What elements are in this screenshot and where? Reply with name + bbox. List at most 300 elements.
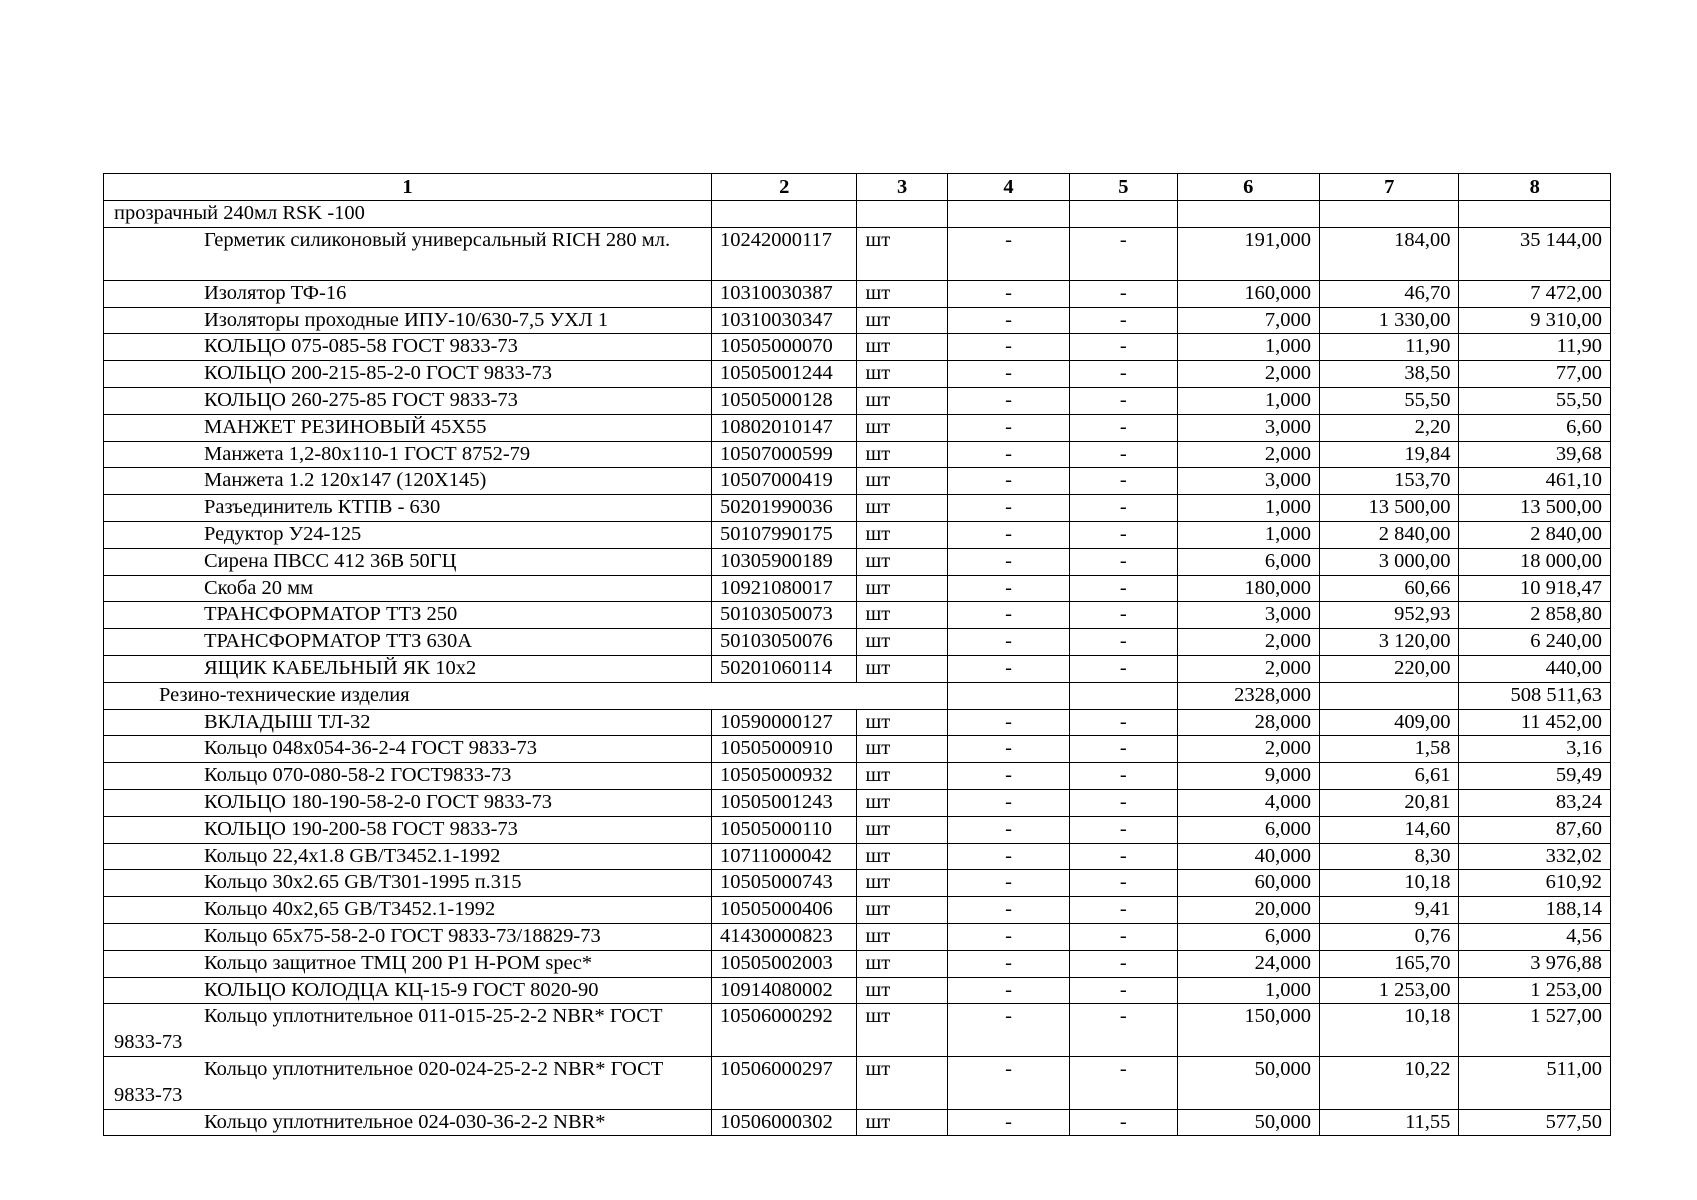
- quantity-cell: 1,000: [1177, 521, 1319, 548]
- price-cell: 3 000,00: [1319, 548, 1458, 575]
- col5-cell: -: [1070, 870, 1177, 897]
- col4-cell: -: [947, 789, 1069, 816]
- col4-cell: -: [947, 468, 1069, 495]
- quantity-cell: 50,000: [1177, 1056, 1319, 1109]
- table-row: [104, 548, 1611, 575]
- sum-cell: 440,00: [1459, 655, 1611, 682]
- price-cell: 9,41: [1319, 897, 1458, 924]
- table-row: [104, 1109, 1611, 1136]
- unit-cell: [857, 201, 947, 228]
- table-row: [104, 1004, 1611, 1057]
- col4-cell: -: [947, 843, 1069, 870]
- price-cell: 8,30: [1319, 843, 1458, 870]
- price-cell: 13 500,00: [1319, 495, 1458, 522]
- sum-cell: 87,60: [1459, 816, 1611, 843]
- col5-cell: -: [1070, 521, 1177, 548]
- unit-cell: шт: [857, 414, 947, 441]
- unit-cell: шт: [857, 950, 947, 977]
- item-name-cell: [104, 629, 712, 656]
- item-name-cell: [104, 1056, 712, 1109]
- col5-cell: -: [1070, 495, 1177, 522]
- quantity-cell: 3,000: [1177, 414, 1319, 441]
- column-header: 8: [1459, 174, 1611, 201]
- price-cell: 20,81: [1319, 789, 1458, 816]
- item-name-cell: прозрачный 240мл RSK -100: [104, 201, 712, 228]
- sum-cell: 59,49: [1459, 763, 1611, 790]
- item-code-cell: 10310030347: [712, 307, 857, 334]
- item-code-cell: 10506000292: [712, 1004, 857, 1057]
- sum-cell: [1459, 201, 1611, 228]
- price-cell: [1319, 201, 1458, 228]
- col4-cell: -: [947, 334, 1069, 361]
- col5-cell: -: [1070, 1004, 1177, 1057]
- col5-cell: -: [1070, 1056, 1177, 1109]
- sum-cell: 188,14: [1459, 897, 1611, 924]
- item-code-cell: 41430000823: [712, 923, 857, 950]
- item-name-cell: [104, 789, 712, 816]
- col5-cell: -: [1070, 548, 1177, 575]
- price-cell: 1 253,00: [1319, 977, 1458, 1004]
- cell-text: КОЛЬЦО КОЛОДЦА КЦ-15-9 ГОСТ 8020-90: [204, 978, 599, 1001]
- sum-cell: 3,16: [1459, 736, 1611, 763]
- item-code-cell: 50201990036: [712, 495, 857, 522]
- unit-cell: шт: [857, 923, 947, 950]
- unit-cell: шт: [857, 897, 947, 924]
- item-code-cell: 10505001243: [712, 789, 857, 816]
- cell-text: Редуктор У24-125: [204, 522, 362, 545]
- quantity-cell: 7,000: [1177, 307, 1319, 334]
- quantity-cell: 1,000: [1177, 334, 1319, 361]
- unit-cell: шт: [857, 629, 947, 656]
- col5-cell: -: [1070, 387, 1177, 414]
- sum-cell: 83,24: [1459, 789, 1611, 816]
- cell-text: Разъединитель КТПВ - 630: [204, 496, 441, 519]
- item-code-cell: 10506000297: [712, 1056, 857, 1109]
- col4-cell: -: [947, 950, 1069, 977]
- item-code-cell: 10506000302: [712, 1109, 857, 1136]
- unit-cell: шт: [857, 521, 947, 548]
- table-row: [104, 361, 1611, 388]
- col4-cell: -: [947, 441, 1069, 468]
- col5-cell: -: [1070, 228, 1177, 281]
- price-cell: 46,70: [1319, 280, 1458, 307]
- col4-cell: -: [947, 816, 1069, 843]
- unit-cell: шт: [857, 1004, 947, 1057]
- table-row: [104, 789, 1611, 816]
- col5-cell: -: [1070, 575, 1177, 602]
- col5-cell: -: [1070, 629, 1177, 656]
- item-name-cell: [104, 468, 712, 495]
- column-header: 2: [712, 174, 857, 201]
- cell-text: Сирена ПВСС 412 36В 50ГЦ: [204, 549, 457, 572]
- quantity-cell: 20,000: [1177, 897, 1319, 924]
- cell-text: Скоба 20 мм: [204, 576, 314, 599]
- quantity-cell: 2,000: [1177, 655, 1319, 682]
- unit-cell: шт: [857, 655, 947, 682]
- col5-cell: [1070, 682, 1177, 709]
- sum-cell: 35 144,00: [1459, 228, 1611, 281]
- quantity-cell: 6,000: [1177, 816, 1319, 843]
- sum-cell: 577,50: [1459, 1109, 1611, 1136]
- table-row: [104, 763, 1611, 790]
- price-cell: 14,60: [1319, 816, 1458, 843]
- column-header: 3: [857, 174, 947, 201]
- table-row: [104, 387, 1611, 414]
- col5-cell: -: [1070, 736, 1177, 763]
- quantity-cell: 6,000: [1177, 548, 1319, 575]
- unit-cell: шт: [857, 228, 947, 281]
- table-row: [104, 280, 1611, 307]
- cell-text: Кольцо 65х75-58-2-0 ГОСТ 9833-73/18829-73: [204, 924, 601, 947]
- price-cell: 6,61: [1319, 763, 1458, 790]
- quantity-cell: 2,000: [1177, 629, 1319, 656]
- price-cell: 38,50: [1319, 361, 1458, 388]
- price-cell: 10,18: [1319, 1004, 1458, 1057]
- col5-cell: -: [1070, 307, 1177, 334]
- cell-text: ЯЩИК КАБЕЛЬНЫЙ ЯК 10х2: [204, 656, 477, 679]
- col4-cell: -: [947, 870, 1069, 897]
- unit-cell: шт: [857, 441, 947, 468]
- cell-text: Резино-технические изделия: [159, 683, 410, 706]
- column-header: 7: [1319, 174, 1458, 201]
- unit-cell: шт: [857, 334, 947, 361]
- col5-cell: -: [1070, 977, 1177, 1004]
- col4-cell: -: [947, 1056, 1069, 1109]
- cell-text: Кольцо уплотнительное 024-030-36-2-2 NBR*: [204, 1110, 606, 1133]
- item-name-cell: [104, 870, 712, 897]
- col5-cell: -: [1070, 763, 1177, 790]
- sum-cell: 332,02: [1459, 843, 1611, 870]
- sum-cell: 7 472,00: [1459, 280, 1611, 307]
- table-row: [104, 602, 1611, 629]
- col5-cell: -: [1070, 950, 1177, 977]
- table-row: [104, 1056, 1611, 1109]
- sum-cell: 9 310,00: [1459, 307, 1611, 334]
- item-name-cell: [104, 843, 712, 870]
- quantity-cell: 60,000: [1177, 870, 1319, 897]
- sum-cell: 6,60: [1459, 414, 1611, 441]
- cell-text: ТРАНСФОРМАТОР ТТЗ 630А: [204, 630, 473, 653]
- quantity-cell: 3,000: [1177, 468, 1319, 495]
- item-name-cell: [104, 602, 712, 629]
- table-header-row: [104, 174, 1611, 201]
- price-cell: 2,20: [1319, 414, 1458, 441]
- item-code-cell: 50103050076: [712, 629, 857, 656]
- unit-cell: шт: [857, 387, 947, 414]
- quantity-cell: 4,000: [1177, 789, 1319, 816]
- cell-text: Кольцо 40х2,65 GB/T3452.1-1992: [204, 898, 496, 921]
- unit-cell: шт: [857, 789, 947, 816]
- price-cell: 10,18: [1319, 870, 1458, 897]
- quantity-cell: 1,000: [1177, 495, 1319, 522]
- quantity-cell: 28,000: [1177, 709, 1319, 736]
- price-cell: 165,70: [1319, 950, 1458, 977]
- sum-cell: 6 240,00: [1459, 629, 1611, 656]
- price-cell: 153,70: [1319, 468, 1458, 495]
- item-name-cell: [104, 736, 712, 763]
- unit-cell: шт: [857, 736, 947, 763]
- price-cell: 952,93: [1319, 602, 1458, 629]
- unit-cell: шт: [857, 495, 947, 522]
- col4-cell: -: [947, 602, 1069, 629]
- cell-text: Кольцо защитное ТМЦ 200 P1 H-POM spec*: [204, 951, 593, 974]
- cell-text: Кольцо уплотнительное 020-024-25-2-2 NBR* ГОСТ 9833-73: [114, 1057, 664, 1106]
- unit-cell: шт: [857, 709, 947, 736]
- price-cell: 0,76: [1319, 923, 1458, 950]
- sum-cell: 461,10: [1459, 468, 1611, 495]
- quantity-cell: 2328,000: [1177, 682, 1319, 709]
- price-cell: 409,00: [1319, 709, 1458, 736]
- cell-text: Кольцо уплотнительное 011-015-25-2-2 NBR* ГОСТ 9833-73: [114, 1005, 663, 1054]
- item-name-cell: [104, 441, 712, 468]
- cell-text: Кольцо 048х054-36-2-4 ГОСТ 9833-73: [204, 737, 537, 760]
- col5-cell: -: [1070, 414, 1177, 441]
- item-code-cell: 10505000110: [712, 816, 857, 843]
- col5-cell: -: [1070, 334, 1177, 361]
- sum-cell: 3 976,88: [1459, 950, 1611, 977]
- item-code-cell: [712, 201, 857, 228]
- sum-cell: 610,92: [1459, 870, 1611, 897]
- quantity-cell: 160,000: [1177, 280, 1319, 307]
- item-code-cell: 10711000042: [712, 843, 857, 870]
- sum-cell: 508 511,63: [1459, 682, 1611, 709]
- unit-cell: шт: [857, 816, 947, 843]
- unit-cell: шт: [857, 602, 947, 629]
- col4-cell: -: [947, 763, 1069, 790]
- item-code-cell: 10590000127: [712, 709, 857, 736]
- col4-cell: -: [947, 361, 1069, 388]
- col4-cell: -: [947, 655, 1069, 682]
- col4-cell: -: [947, 387, 1069, 414]
- table-row: [104, 334, 1611, 361]
- price-cell: 220,00: [1319, 655, 1458, 682]
- price-cell: 19,84: [1319, 441, 1458, 468]
- item-code-cell: 10505001244: [712, 361, 857, 388]
- cell-text: Герметик силиконовый универсальный RICH 280 мл.: [204, 229, 671, 252]
- col5-cell: -: [1070, 1109, 1177, 1136]
- price-cell: 1,58: [1319, 736, 1458, 763]
- sum-cell: 39,68: [1459, 441, 1611, 468]
- col4-cell: [947, 201, 1069, 228]
- item-code-cell: 50107990175: [712, 521, 857, 548]
- price-cell: 3 120,00: [1319, 629, 1458, 656]
- unit-cell: шт: [857, 468, 947, 495]
- item-name-cell: [104, 816, 712, 843]
- col4-cell: -: [947, 709, 1069, 736]
- col4-cell: -: [947, 548, 1069, 575]
- item-code-cell: 10507000599: [712, 441, 857, 468]
- col4-cell: -: [947, 629, 1069, 656]
- quantity-cell: 2,000: [1177, 736, 1319, 763]
- price-cell: [1319, 682, 1458, 709]
- inventory-table: [103, 173, 1611, 1136]
- item-code-cell: 10305900189: [712, 548, 857, 575]
- table-row: [104, 521, 1611, 548]
- sum-cell: 55,50: [1459, 387, 1611, 414]
- price-cell: 11,55: [1319, 1109, 1458, 1136]
- item-name-cell: [104, 280, 712, 307]
- table-row: [104, 495, 1611, 522]
- col5-cell: -: [1070, 361, 1177, 388]
- cell-text: КОЛЬЦО 190-200-58 ГОСТ 9833-73: [204, 817, 518, 840]
- cell-text: Кольцо 30х2.65 GB/T301-1995 п.315: [204, 871, 522, 894]
- table-row: [104, 575, 1611, 602]
- cell-text: ВКЛАДЫШ ТЛ-32: [204, 710, 371, 733]
- quantity-cell: 1,000: [1177, 387, 1319, 414]
- col4-cell: [947, 682, 1069, 709]
- table-row: [104, 414, 1611, 441]
- column-header: 6: [1177, 174, 1319, 201]
- table-row: [104, 629, 1611, 656]
- price-cell: 11,90: [1319, 334, 1458, 361]
- item-name-cell: [104, 414, 712, 441]
- column-header: 1: [104, 174, 712, 201]
- item-name-cell: [104, 387, 712, 414]
- sum-cell: 11,90: [1459, 334, 1611, 361]
- quantity-cell: 191,000: [1177, 228, 1319, 281]
- item-name-cell: [104, 709, 712, 736]
- quantity-cell: 1,000: [1177, 977, 1319, 1004]
- cell-text: Кольцо 22,4х1.8 GB/T3452.1-1992: [204, 844, 501, 867]
- col5-cell: -: [1070, 923, 1177, 950]
- item-code-cell: 10914080002: [712, 977, 857, 1004]
- group-name-cell: [104, 682, 948, 709]
- col5-cell: -: [1070, 602, 1177, 629]
- item-code-cell: 50201060114: [712, 655, 857, 682]
- item-code-cell: 50103050073: [712, 602, 857, 629]
- item-code-cell: 10505000070: [712, 334, 857, 361]
- sum-cell: 13 500,00: [1459, 495, 1611, 522]
- col4-cell: -: [947, 923, 1069, 950]
- item-name-cell: [104, 977, 712, 1004]
- quantity-cell: 3,000: [1177, 602, 1319, 629]
- col4-cell: -: [947, 307, 1069, 334]
- item-code-cell: 10310030387: [712, 280, 857, 307]
- col4-cell: -: [947, 575, 1069, 602]
- quantity-cell: 50,000: [1177, 1109, 1319, 1136]
- unit-cell: шт: [857, 1056, 947, 1109]
- table-row: [104, 816, 1611, 843]
- col4-cell: -: [947, 977, 1069, 1004]
- col5-cell: -: [1070, 897, 1177, 924]
- item-code-cell: 10505000910: [712, 736, 857, 763]
- item-name-cell: [104, 575, 712, 602]
- cell-text: ТРАНСФОРМАТОР ТТЗ 250: [204, 603, 458, 626]
- item-name-cell: [104, 1109, 712, 1136]
- quantity-cell: 6,000: [1177, 923, 1319, 950]
- column-header: 5: [1070, 174, 1177, 201]
- item-name-cell: [104, 763, 712, 790]
- item-name-cell: [104, 897, 712, 924]
- table-row: [104, 870, 1611, 897]
- table-row: [104, 709, 1611, 736]
- col5-cell: [1070, 201, 1177, 228]
- sum-cell: 11 452,00: [1459, 709, 1611, 736]
- sum-cell: 1 527,00: [1459, 1004, 1611, 1057]
- table-row: [104, 228, 1611, 281]
- col5-cell: -: [1070, 709, 1177, 736]
- price-cell: 10,22: [1319, 1056, 1458, 1109]
- item-name-cell: [104, 1004, 712, 1057]
- sum-cell: 77,00: [1459, 361, 1611, 388]
- item-name-cell: [104, 548, 712, 575]
- quantity-cell: 40,000: [1177, 843, 1319, 870]
- sum-cell: 10 918,47: [1459, 575, 1611, 602]
- col5-cell: -: [1070, 843, 1177, 870]
- table-body: [104, 174, 1611, 1136]
- unit-cell: шт: [857, 870, 947, 897]
- item-code-cell: 10802010147: [712, 414, 857, 441]
- unit-cell: шт: [857, 977, 947, 1004]
- col4-cell: -: [947, 1004, 1069, 1057]
- col4-cell: -: [947, 736, 1069, 763]
- cell-text: Изоляторы проходные ИПУ-10/630-7,5 УХЛ 1: [204, 308, 609, 331]
- table-row: [104, 736, 1611, 763]
- col5-cell: -: [1070, 816, 1177, 843]
- price-cell: 184,00: [1319, 228, 1458, 281]
- col4-cell: -: [947, 495, 1069, 522]
- item-name-cell: [104, 950, 712, 977]
- col5-cell: -: [1070, 655, 1177, 682]
- continuation-row: [104, 201, 1611, 228]
- item-name-cell: [104, 923, 712, 950]
- unit-cell: шт: [857, 307, 947, 334]
- table-row: [104, 977, 1611, 1004]
- item-name-cell: [104, 307, 712, 334]
- item-name-cell: [104, 655, 712, 682]
- quantity-cell: 180,000: [1177, 575, 1319, 602]
- quantity-cell: 9,000: [1177, 763, 1319, 790]
- col4-cell: -: [947, 414, 1069, 441]
- cell-text: КОЛЬЦО 075-085-58 ГОСТ 9833-73: [204, 335, 518, 358]
- quantity-cell: 24,000: [1177, 950, 1319, 977]
- quantity-cell: [1177, 201, 1319, 228]
- item-code-cell: 10505000128: [712, 387, 857, 414]
- table-row: [104, 950, 1611, 977]
- sum-cell: 2 840,00: [1459, 521, 1611, 548]
- cell-text: КОЛЬЦО 260-275-85 ГОСТ 9833-73: [204, 388, 518, 411]
- price-cell: 60,66: [1319, 575, 1458, 602]
- table-row: [104, 468, 1611, 495]
- col5-cell: -: [1070, 280, 1177, 307]
- item-name-cell: [104, 228, 712, 281]
- unit-cell: шт: [857, 361, 947, 388]
- quantity-cell: 2,000: [1177, 361, 1319, 388]
- unit-cell: шт: [857, 763, 947, 790]
- cell-text: Кольцо 070-080-58-2 ГОСТ9833-73: [204, 764, 512, 787]
- item-name-cell: [104, 334, 712, 361]
- col4-cell: -: [947, 228, 1069, 281]
- unit-cell: шт: [857, 548, 947, 575]
- unit-cell: шт: [857, 280, 947, 307]
- item-name-cell: [104, 361, 712, 388]
- quantity-cell: 2,000: [1177, 441, 1319, 468]
- col5-cell: -: [1070, 441, 1177, 468]
- price-cell: 2 840,00: [1319, 521, 1458, 548]
- item-code-cell: 10507000419: [712, 468, 857, 495]
- cell-text: Манжета 1.2 120х147 (120Х145): [204, 469, 487, 492]
- table-row: [104, 655, 1611, 682]
- item-code-cell: 10921080017: [712, 575, 857, 602]
- price-cell: 55,50: [1319, 387, 1458, 414]
- cell-text: КОЛЬЦО 180-190-58-2-0 ГОСТ 9833-73: [204, 790, 553, 813]
- unit-cell: шт: [857, 843, 947, 870]
- col4-cell: -: [947, 897, 1069, 924]
- cell-text: КОЛЬЦО 200-215-85-2-0 ГОСТ 9833-73: [204, 362, 553, 385]
- col5-cell: -: [1070, 468, 1177, 495]
- sum-cell: 511,00: [1459, 1056, 1611, 1109]
- item-code-cell: 10505002003: [712, 950, 857, 977]
